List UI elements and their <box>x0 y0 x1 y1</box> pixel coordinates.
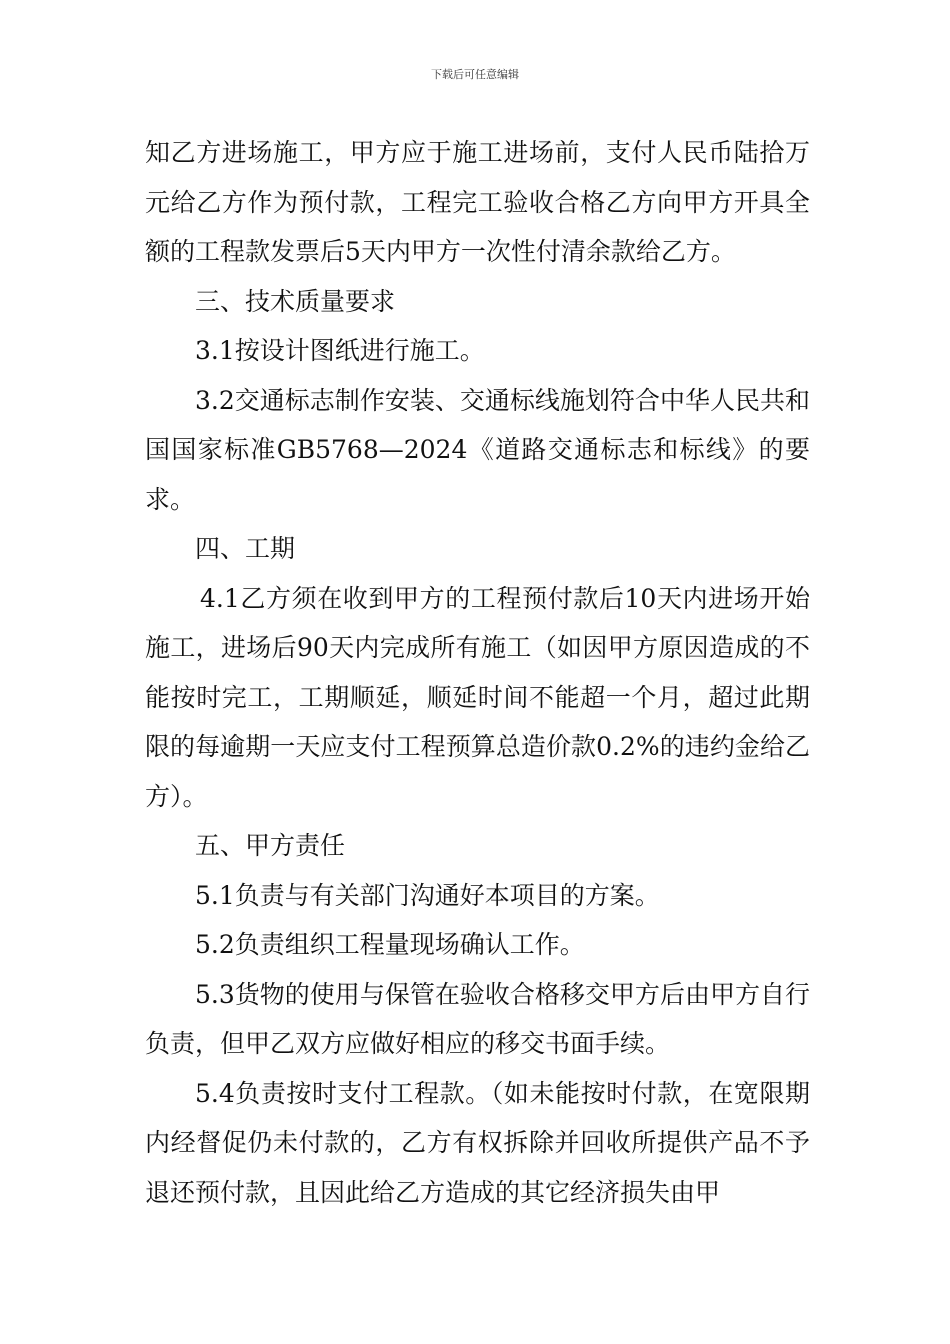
section-heading-quality: 三、技术质量要求 <box>195 286 396 316</box>
clause-3-1: 3.1按设计图纸进行施工。 <box>195 336 485 365</box>
clause-3-2: 3.2交通标志制作安装、交通标线施划符合中华人民共和国国家标准GB5768—2024《道路交通标志和标线》的要求。 <box>145 385 810 514</box>
paragraph-payment-continued: 知乙方进场施工，甲方应于施工进场前，支付人民币陆拾万元给乙方作为预付款，工程完工验收合格乙方向甲方开具全额的工程款发票后5天内甲方一次性付清余款给乙方。 <box>145 138 810 266</box>
clause-4-1: 4.1乙方须在收到甲方的工程预付款后10天内进场开始施工，进场后90天内完成所有施工（如因甲方原因造成的不能按时完工，工期顺延，顺延时间不能超一个月，超过此期限的每逾期一天应支付工程预算总造价款0.2%的违约金给乙方）。 <box>145 583 810 811</box>
section-heading-schedule: 四、工期 <box>195 534 296 563</box>
document-body <box>145 128 810 1217</box>
clause-5-1: 5.1负责与有关部门沟通好本项目的方案。 <box>195 880 660 910</box>
clause-5-2: 5.2负责组织工程量现场确认工作。 <box>195 930 585 959</box>
page-header-note: 下载后可任意编辑 <box>431 68 519 81</box>
clause-5-4: 5.4负责按时支付工程款。（如未能按时付款，在宽限期内经督促仍未付款的，乙方有权拆除并回收所提供产品不予退还预付款，且因此给乙方造成的其它经济损失由甲 <box>145 1078 810 1207</box>
section-heading-party-a: 五、甲方责任 <box>195 831 346 860</box>
clause-5-3: 5.3货物的使用与保管在验收合格移交甲方后由甲方自行负责，但甲乙双方应做好相应的移交书面手续。 <box>145 979 810 1058</box>
